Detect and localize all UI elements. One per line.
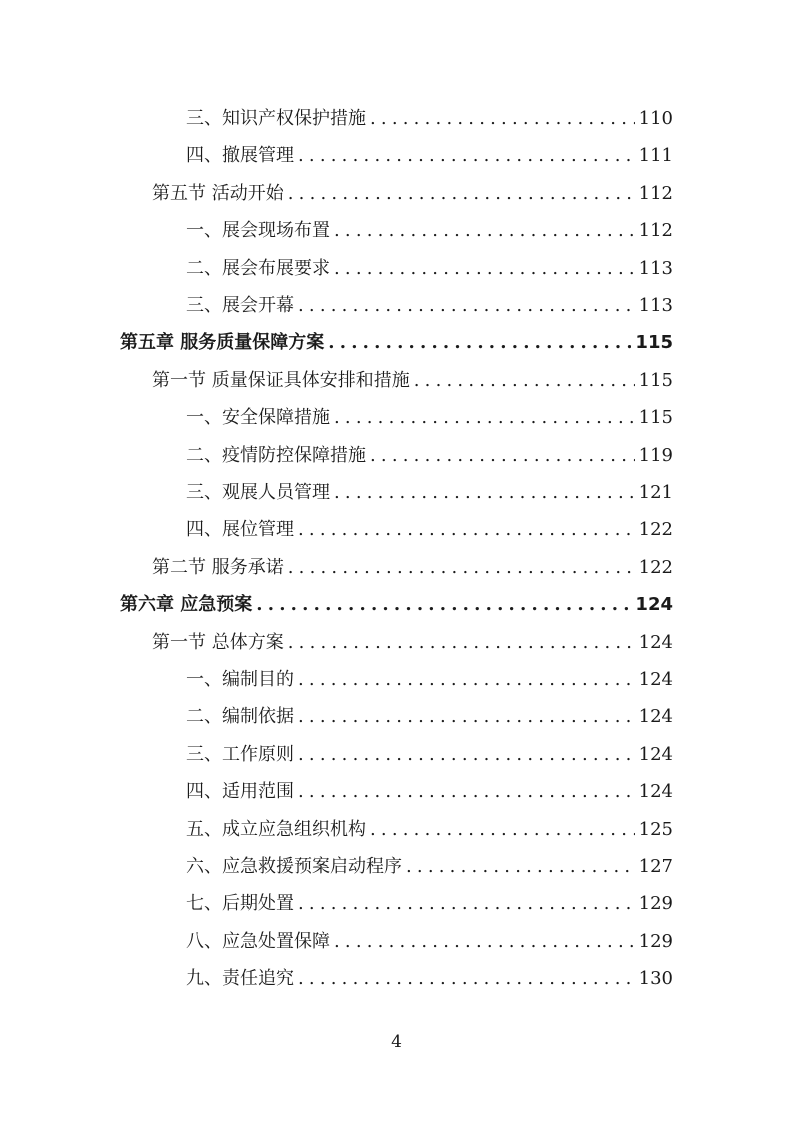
toc-entry-title: 五、成立应急组织机构: [186, 818, 366, 840]
toc-section-entry[interactable]: [152, 175, 673, 212]
toc-entry-page: 115: [635, 332, 673, 354]
toc-entry[interactable]: [186, 137, 673, 174]
toc-entry-page: 115: [638, 407, 673, 429]
toc-entry[interactable]: [186, 212, 673, 249]
toc-entry-page: 122: [638, 556, 673, 578]
toc-dot-leader: [370, 437, 635, 474]
toc-entry-title: 三、观展人员管理: [186, 482, 330, 503]
toc-dot-leader: [334, 212, 635, 249]
toc-entry[interactable]: [186, 474, 673, 511]
toc-dot-leader: [298, 137, 635, 174]
toc-entry-page: 125: [638, 818, 673, 840]
toc-entry-title: 三、展会开幕: [186, 295, 294, 316]
toc-entry-title: 四、展位管理: [186, 519, 294, 541]
toc-entry-page: 110: [638, 108, 673, 129]
toc-entry-page: 124: [638, 743, 673, 765]
toc-entry-page: 129: [638, 930, 673, 952]
toc-entry-title: 三、工作原则: [186, 743, 294, 765]
toc-entry-page: 119: [638, 444, 673, 466]
toc-dot-leader: [256, 586, 631, 623]
toc-dot-leader: [406, 848, 635, 885]
toc-entry-title: 九、责任追究: [186, 968, 294, 990]
toc-entry-page: 130: [638, 968, 673, 990]
toc-entry-page: 113: [638, 257, 673, 279]
toc-dot-leader: [298, 773, 635, 810]
toc-dot-leader: [334, 399, 635, 436]
toc-entry-title: 第五章 服务质量保障方案: [120, 332, 325, 354]
toc-entry-title: 二、编制依据: [186, 706, 294, 728]
toc-dot-leader: [298, 287, 635, 324]
toc-entry[interactable]: [186, 773, 673, 810]
toc-entry[interactable]: [186, 885, 673, 922]
toc-entry[interactable]: [186, 848, 673, 885]
toc-entry[interactable]: [186, 511, 673, 548]
toc-chapter-entry[interactable]: [120, 324, 673, 361]
toc-dot-leader: [288, 549, 635, 586]
toc-dot-leader: [334, 474, 635, 511]
toc-dot-leader: [298, 960, 635, 997]
toc-entry-title: 一、展会现场布置: [186, 220, 330, 242]
toc-entry-page: 124: [638, 669, 673, 690]
toc-entry-page: 112: [638, 220, 673, 242]
toc-entry-page: 111: [638, 145, 673, 167]
toc-entry-page: 121: [638, 482, 673, 503]
toc-entry[interactable]: [186, 399, 673, 436]
toc-entry-title: 八、应急处置保障: [186, 930, 330, 952]
toc-entry-title: 四、撤展管理: [186, 145, 294, 167]
toc-dot-leader: [334, 250, 635, 287]
toc-dot-leader: [298, 661, 635, 698]
toc-entry-page: 112: [638, 182, 673, 204]
toc-entry-title: 二、疫情防控保障措施: [186, 444, 366, 466]
toc-dot-leader: [370, 100, 635, 137]
toc-entry-title: 四、适用范围: [186, 781, 294, 803]
toc-entry-page: 124: [635, 594, 673, 616]
toc-chapter-entry[interactable]: [120, 586, 673, 623]
toc-entry-page: 129: [638, 893, 673, 915]
toc-section-entry[interactable]: [152, 362, 673, 399]
toc-dot-leader: [414, 362, 635, 399]
toc-entry-title: 一、编制目的: [186, 669, 294, 690]
toc-entry-title: 第二节 服务承诺: [152, 556, 284, 578]
toc-entry[interactable]: [186, 698, 673, 735]
toc-entry-title: 一、安全保障措施: [186, 407, 330, 429]
toc-entry-page: 127: [638, 856, 673, 877]
toc-dot-leader: [288, 175, 635, 212]
toc-dot-leader: [370, 811, 635, 848]
toc-entry-page: 124: [638, 781, 673, 803]
toc-entry[interactable]: [186, 923, 673, 960]
toc-entry[interactable]: [186, 250, 673, 287]
toc-entry-title: 第六章 应急预案: [120, 594, 253, 616]
toc-entry[interactable]: [186, 661, 673, 698]
page-number: 4: [391, 1032, 402, 1052]
toc-entry-page: 122: [638, 519, 673, 541]
toc-entry-page: 124: [638, 631, 673, 653]
toc-entry[interactable]: [186, 736, 673, 773]
toc-entry-title: 第五节 活动开始: [152, 182, 284, 204]
toc-entry-title: 六、应急救援预案启动程序: [186, 856, 402, 877]
toc-dot-leader: [298, 698, 635, 735]
toc-dot-leader: [298, 736, 635, 773]
toc-section-entry[interactable]: [152, 624, 673, 661]
toc-entry-title: 二、展会布展要求: [186, 257, 330, 279]
toc-dot-leader: [288, 624, 635, 661]
toc-entry-title: 七、后期处置: [186, 893, 294, 915]
toc-entry-page: 124: [638, 706, 673, 728]
toc-entry[interactable]: [186, 437, 673, 474]
toc-dot-leader: [328, 324, 631, 361]
toc-entry[interactable]: [186, 100, 673, 137]
toc-section-entry[interactable]: [152, 549, 673, 586]
toc-entry[interactable]: [186, 287, 673, 324]
toc-dot-leader: [334, 923, 635, 960]
toc-entry-title: 三、知识产权保护措施: [186, 108, 366, 129]
toc-entry[interactable]: [186, 960, 673, 997]
toc-entry[interactable]: [186, 811, 673, 848]
toc-dot-leader: [298, 511, 635, 548]
toc-entry-page: 115: [638, 369, 673, 391]
toc-entry-title: 第一节 质量保证具体安排和措施: [152, 369, 410, 391]
toc-entry-page: 113: [638, 295, 673, 316]
toc-entry-title: 第一节 总体方案: [152, 631, 284, 653]
toc-dot-leader: [298, 885, 635, 922]
